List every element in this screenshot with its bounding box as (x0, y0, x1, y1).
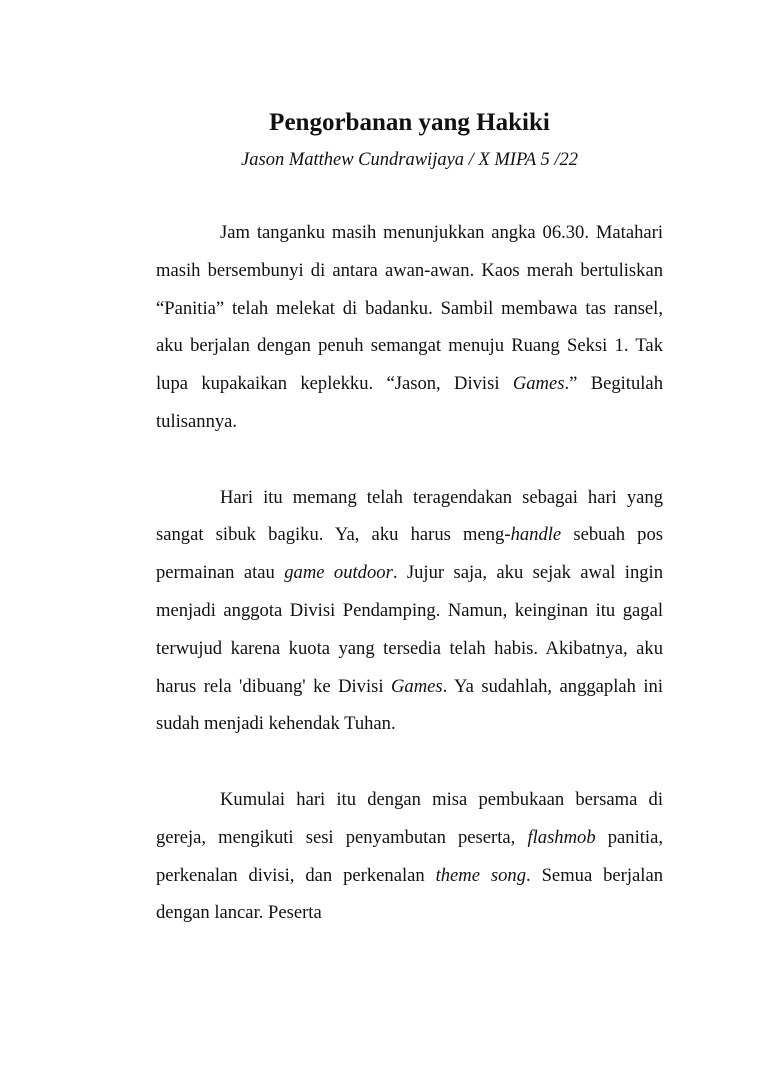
paragraph-1-text-2: .” Begitulah tulisannya. (156, 373, 663, 432)
document-page (156, 100, 663, 932)
paragraph-3-text-2: panitia, perkenalan divisi, dan perkenalan (156, 826, 663, 886)
paragraph-3 (156, 781, 663, 932)
paragraph-1 (156, 214, 663, 441)
paragraph-2-text-2: sebuah pos permainan atau (156, 524, 664, 584)
paragraph-3-text-1: Kumulai hari itu dengan misa pembukaan bersama di gereja, mengikuti sesi penyambutan peserta, (156, 788, 663, 848)
paragraph-1-text-1: Jam tanganku masih menunjukkan angka 06.30. Matahari masih bersembunyi di antara awan-awan. Kaos merah bertuliskan “Panitia” telah melekat di badanku. Sambil membawa tas ransel, aku berjalan dengan penuh semangat menuju Ruang Seksi 1. Tak lupa kupakaikan keplekku. “Jason, Divisi (156, 222, 663, 395)
paragraph-2-italic-game-outdoor: game outdoor (284, 562, 393, 584)
document-title: Pengorbanan yang Hakiki (269, 109, 550, 136)
paragraph-2-text-3: . Jujur saja, aku sejak awal ingin menjadi anggota Divisi Pendamping. Namun, keinginan itu gagal terwujud karena kuota yang tersedia telah habis. Akibatnya, aku harus rela 'dibuang' ke Divisi (156, 562, 664, 697)
paragraph-2-text-1: Hari itu memang telah teragendakan sebagai hari yang sangat sibuk bagiku. Ya, aku harus meng- (156, 486, 663, 546)
paragraph-1-italic-games: Games (512, 373, 565, 395)
paragraph-3-italic-theme-song: theme song (435, 864, 527, 886)
document-body (156, 214, 663, 932)
paragraph-2-italic-handle: handle (510, 524, 562, 546)
paragraph-2 (156, 479, 663, 744)
paragraph-3-text-3: . Semua berjalan dengan lancar. Peserta (156, 864, 663, 924)
paragraph-2-text-4: . Ya sudahlah, anggaplah ini sudah menjadi kehendak Tuhan. (156, 675, 664, 735)
paragraph-3-italic-flashmob: flashmob (527, 826, 596, 848)
paragraph-2-italic-games: Games (391, 675, 443, 697)
author-line: Jason Matthew Cundrawijaya / X MIPA 5 /22 (241, 150, 578, 170)
